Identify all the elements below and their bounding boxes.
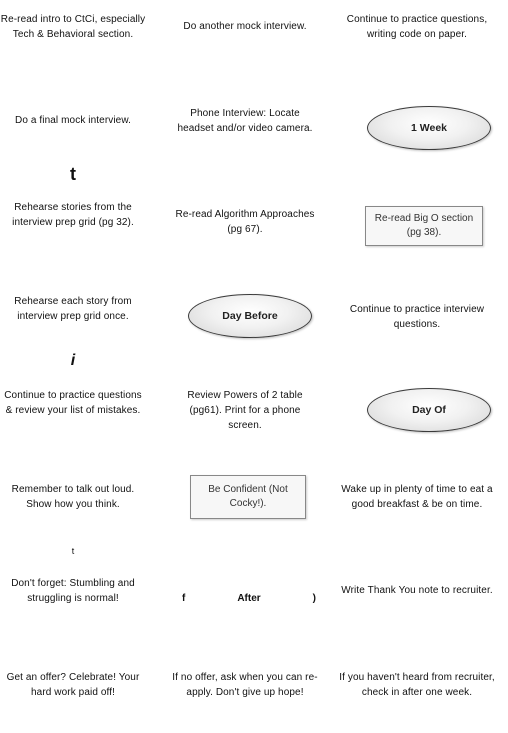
task-check-in-recruiter: If you haven't heard from recruiter, check in after one week. bbox=[339, 672, 495, 698]
label-1-week: 1 Week bbox=[367, 106, 491, 150]
task-algorithm-approaches: Re-read Algorithm Approaches (pg 67). bbox=[175, 209, 315, 235]
task-rehearse-each-story: Rehearse each story from interview prep grid once. bbox=[14, 296, 132, 322]
task-review-mistakes: Continue to practice questions & review your list of mistakes. bbox=[4, 390, 142, 416]
label-after bbox=[182, 593, 316, 604]
task-wake-up-early: Wake up in plenty of time to eat a good breakfast & be on time. bbox=[341, 484, 493, 510]
task-celebrate-offer: Get an offer? Celebrate! Your hard work paid off! bbox=[6, 672, 140, 698]
task-powers-of-2: Review Powers of 2 table (pg61). Print for a phone screen. bbox=[187, 390, 303, 431]
task-final-mock: Do a final mock interview. bbox=[15, 115, 131, 126]
label-day-before: Day Before bbox=[188, 294, 312, 338]
stray-mark-t: t bbox=[70, 164, 76, 184]
task-practice-paper: Continue to practice questions, writing code on paper. bbox=[346, 14, 488, 40]
task-rehearse-stories: Rehearse stories from the interview prep grid (pg 32). bbox=[12, 202, 134, 228]
label-big-o-section: Re-read Big O section (pg 38). bbox=[365, 206, 483, 246]
after-label: After bbox=[237, 593, 261, 604]
label-be-confident: Be Confident (Not Cocky!). bbox=[190, 475, 306, 519]
task-practice-interview-questions: Continue to practice interview questions. bbox=[349, 304, 485, 330]
task-thank-you-note: Write Thank You note to recruiter. bbox=[341, 585, 493, 596]
stray-mark-i: i bbox=[70, 352, 76, 369]
task-phone-interview: Phone Interview: Locate headset and/or video camera. bbox=[177, 108, 313, 134]
task-ask-reapply: If no offer, ask when you can re-apply. Don't give up hope! bbox=[172, 672, 318, 698]
task-stumbling-normal: Don't forget: Stumbling and struggling is normal! bbox=[11, 578, 135, 604]
label-day-of: Day Of bbox=[367, 388, 491, 432]
after-open-mark: f bbox=[182, 593, 186, 604]
task-reread-intro: Re-read intro to CtCi, especially Tech & Behavioral section. bbox=[0, 14, 146, 40]
stray-mark-t-small: t bbox=[71, 546, 75, 556]
task-talk-out-loud: Remember to talk out loud. Show how you think. bbox=[11, 484, 135, 510]
after-close-mark: ) bbox=[312, 593, 316, 604]
task-another-mock: Do another mock interview. bbox=[183, 21, 307, 32]
